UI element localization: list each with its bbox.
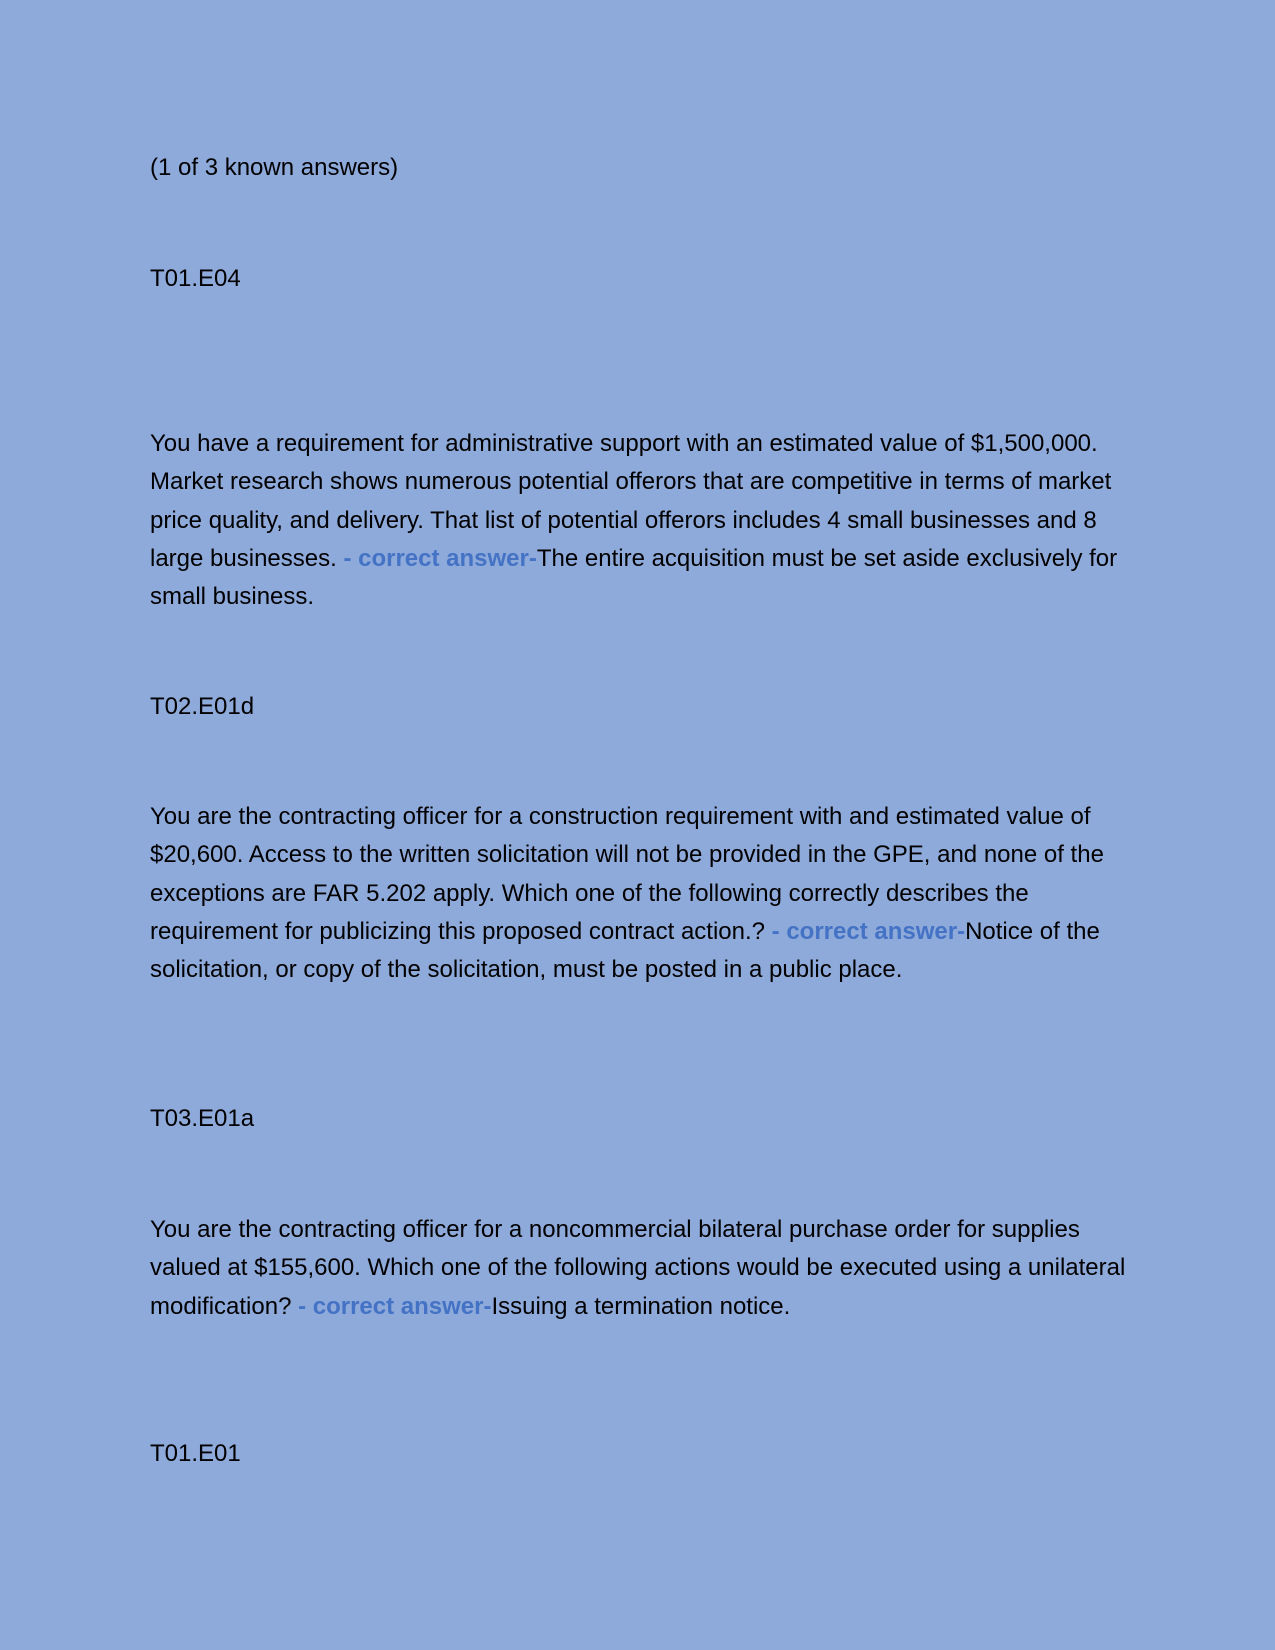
question-text: You are the contracting officer for a noncommercial bilateral purchase order for supplies valued at $155,600. Which one of the following actions would be executed using a unilateral modification? — [150, 1216, 1126, 1320]
correct-answer-marker: - correct answer- — [343, 544, 537, 572]
question-text: You are the contracting officer for a construction requirement with and estimated value of $20,600. Access to the written solicitation will not be provided in the GPE, and none of the exceptions are FAR 5.202 apply. Which one of the following correctly describes the requirement for publicizing this proposed contract action.? — [150, 803, 1104, 945]
known-answers-note: (1 of 3 known answers) — [150, 154, 399, 181]
answer-text: Notice of the solicitation, or copy of the solicitation, must be posted in a public place. — [150, 917, 1100, 984]
answer-text: Issuing a termination notice. — [491, 1292, 791, 1320]
question-answer-block — [150, 425, 1140, 616]
question-answer-block — [150, 798, 1140, 989]
item-code: T03.E01a — [150, 1105, 255, 1132]
item-code: T01.E04 — [150, 265, 241, 292]
answer-text: The entire acquisition must be set aside exclusively for small business. — [150, 544, 1118, 611]
correct-answer-marker: - correct answer- — [298, 1292, 492, 1320]
correct-answer-marker: - correct answer- — [771, 917, 966, 945]
item-code: T02.E01d — [150, 693, 255, 720]
question-answer-block — [150, 1211, 1140, 1326]
item-code: T01.E01 — [150, 1440, 241, 1467]
question-text: You have a requirement for administrative support with an estimated value of $1,500,000. Market research shows numerous potential offerors that are competitive in terms of market price quality, and delivery. That list of potential offerors includes 4 small businesses and 8 large businesses. — [150, 430, 1112, 572]
